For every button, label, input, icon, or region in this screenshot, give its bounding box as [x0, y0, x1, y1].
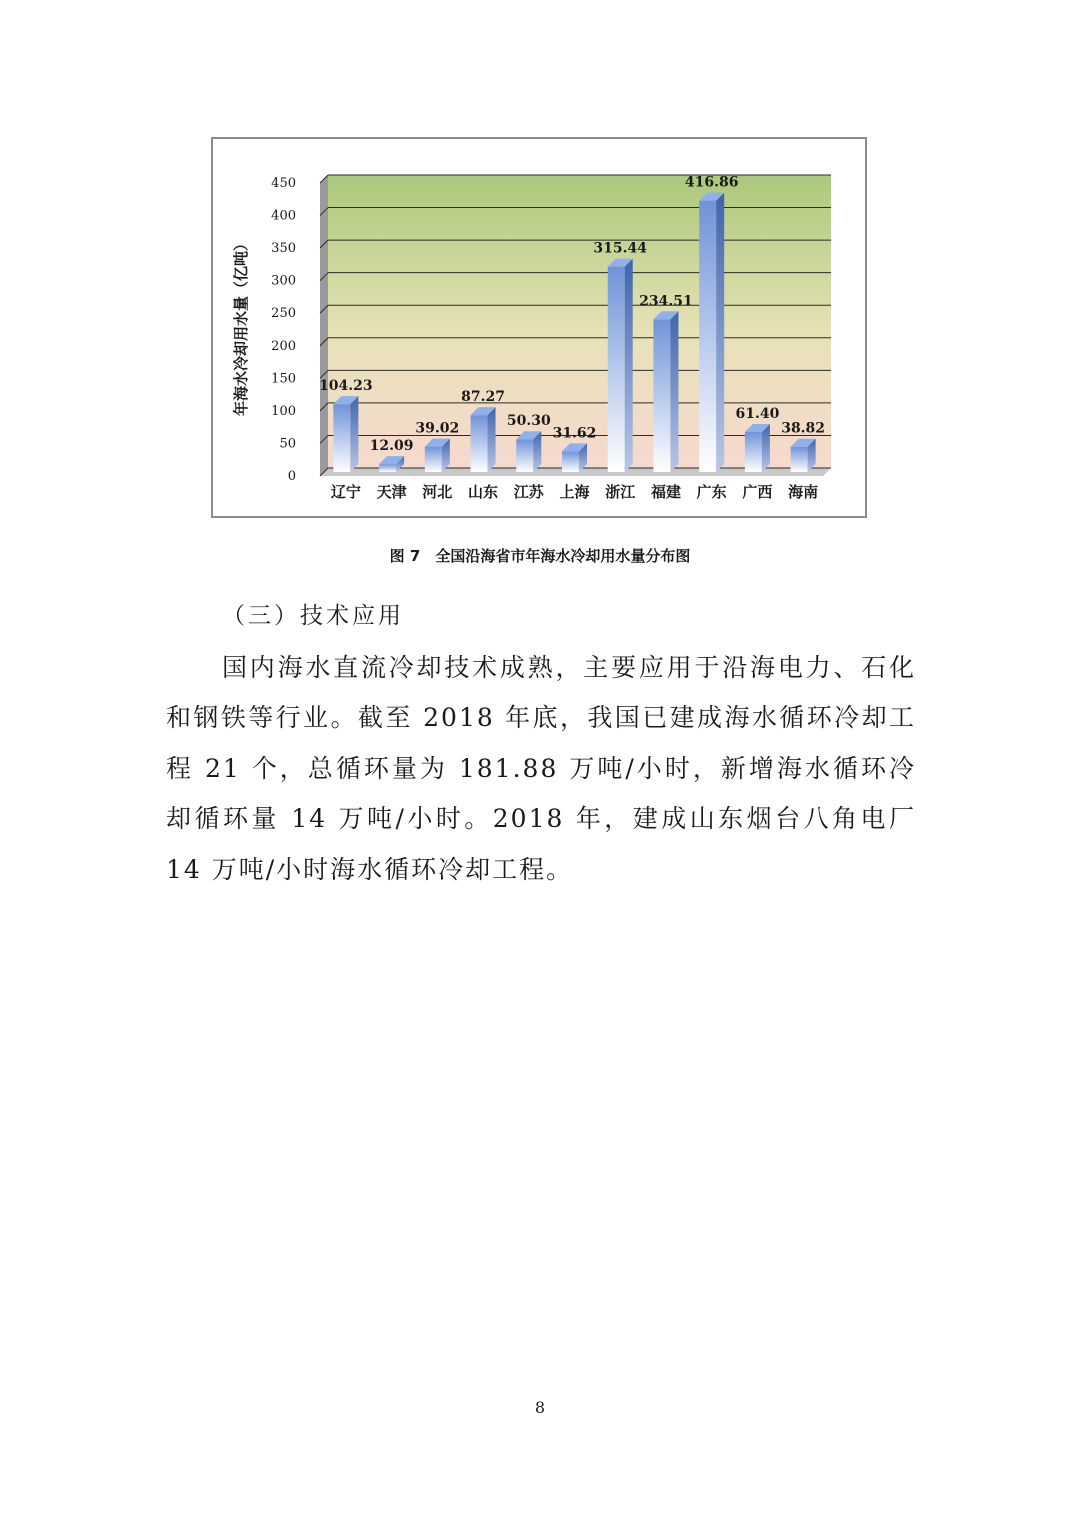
y-tick-label: 50 — [279, 436, 296, 452]
bar-front — [379, 464, 396, 472]
bar-chart — [213, 139, 865, 516]
bar-front — [791, 447, 808, 472]
bar-front — [471, 415, 488, 472]
data-label: 87.27 — [461, 389, 505, 406]
y-tick-label: 250 — [271, 306, 296, 322]
bar-side — [670, 311, 678, 472]
data-label: 50.30 — [506, 413, 551, 430]
data-label: 315.44 — [593, 240, 648, 257]
bar — [608, 259, 633, 472]
y-axis-label: 年海水冷却用水量（亿吨） — [232, 235, 250, 417]
data-label: 39.02 — [415, 420, 460, 437]
x-tick-label: 广西 — [742, 483, 773, 501]
bar-front — [745, 432, 762, 472]
y-tick-label: 350 — [271, 241, 296, 257]
bar-front — [516, 439, 533, 472]
bar — [471, 407, 496, 472]
y-tick-label: 450 — [271, 176, 296, 191]
x-tick-label: 上海 — [559, 483, 590, 501]
bar-side — [488, 407, 496, 472]
bar-front — [699, 201, 716, 472]
x-tick-label: 福建 — [650, 483, 681, 501]
data-label: 416.86 — [684, 174, 739, 191]
bar — [653, 311, 678, 472]
bar — [791, 439, 816, 472]
data-label: 234.51 — [639, 293, 693, 310]
bar-front — [562, 451, 579, 472]
x-tick-label: 河北 — [422, 483, 453, 501]
y-tick-label: 150 — [271, 371, 296, 387]
data-label: 104.23 — [319, 378, 373, 395]
x-tick-label: 海南 — [788, 483, 819, 501]
x-tick-label: 江苏 — [513, 483, 544, 501]
y-tick-label: 200 — [271, 338, 296, 354]
y-tick-label: 100 — [271, 403, 296, 419]
data-label: 12.09 — [369, 438, 414, 455]
bar-side — [625, 259, 633, 472]
y-tick-label: 0 — [287, 469, 296, 484]
bar — [333, 396, 358, 472]
data-label: 31.62 — [552, 425, 597, 442]
y-tick-label: 300 — [271, 273, 296, 289]
x-tick-label: 山东 — [468, 483, 499, 501]
bar-side — [762, 424, 770, 472]
body-text — [166, 643, 916, 895]
bar-front — [608, 267, 625, 472]
x-tick-label: 辽宁 — [330, 483, 361, 501]
paragraph: 国内海水直流冷却技术成熟，主要应用于沿海电力、石化和钢铁等行业。截至 2018 年底，我国已建成海水循环冷却工程 21 个，总循环量为 181.88 万吨/小时，新增海水循环冷却循环量 14 万吨/小时。2018 年，建成山东烟台八角电厂 14 万吨/小时海水循环冷却工程。 — [166, 653, 916, 884]
figure-caption: 图 7 全国沿海省市年海水冷却用水量分布图 — [389, 547, 691, 565]
bar-side — [350, 396, 358, 472]
bar — [745, 424, 770, 472]
data-label: 38.82 — [781, 420, 826, 437]
x-tick-label: 浙江 — [605, 483, 636, 501]
x-tick-label: 天津 — [376, 483, 407, 501]
y-tick-label: 400 — [271, 208, 296, 224]
bar — [516, 431, 541, 472]
data-label: 61.40 — [735, 406, 780, 423]
chart-frame — [211, 137, 867, 518]
bar-front — [333, 404, 350, 472]
bar — [562, 443, 587, 472]
bar-front — [653, 319, 670, 472]
bar — [425, 439, 450, 472]
page-number: 8 — [534, 1398, 546, 1417]
left-wall — [320, 175, 328, 476]
bar — [699, 193, 724, 472]
x-tick-label: 广东 — [696, 483, 727, 501]
bar-front — [425, 447, 442, 472]
section-heading: （三）技术应用 — [222, 603, 404, 629]
bar-side — [716, 193, 724, 472]
